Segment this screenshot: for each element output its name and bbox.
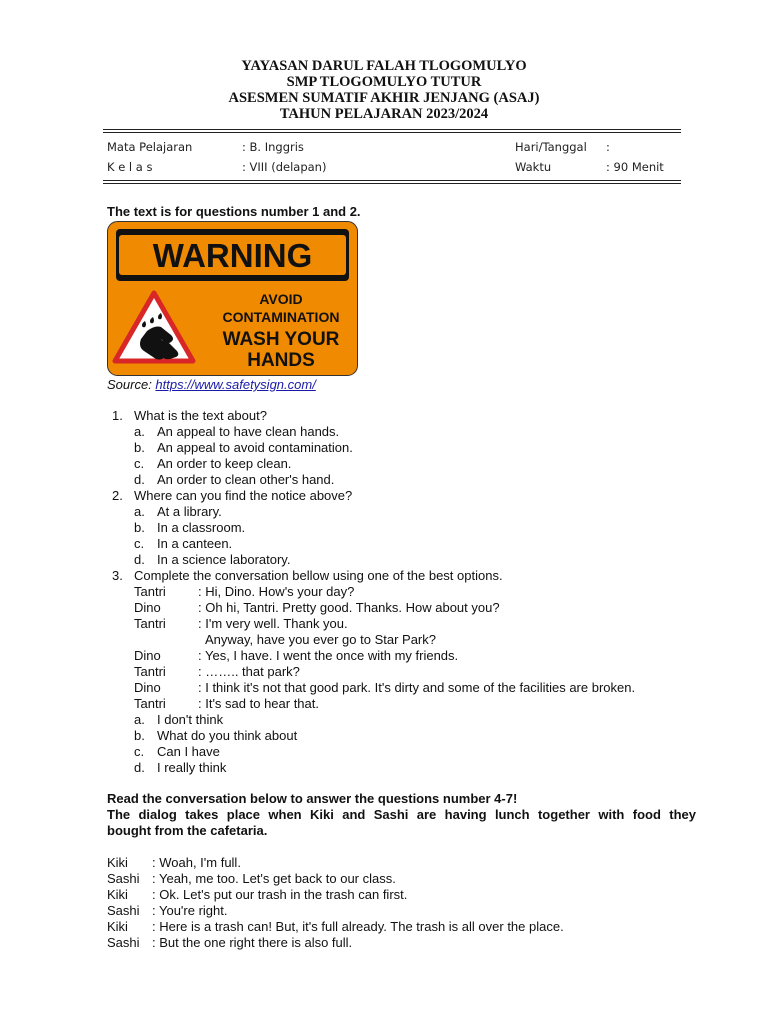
time-value: : 90 Menit [606, 160, 664, 174]
divider-top-2 [103, 132, 681, 133]
q2-text: Where can you find the notice above? [134, 488, 353, 503]
q3-option-letter: a. [134, 712, 145, 727]
q3-dialog-speaker: Dino [134, 600, 161, 615]
q3-text: Complete the conversation bellow using one of the best options. [134, 568, 503, 583]
source-label: Source: [107, 377, 156, 392]
section2-desc-line1: The dialog takes place when Kiki and Sashi are having lunch together with food they [107, 807, 696, 822]
class-label: K e l a s [107, 160, 153, 174]
q1-text: What is the text about? [134, 408, 267, 423]
header-foundation: YAYASAN DARUL FALAH TLOGOMULYO [241, 58, 527, 74]
header-school: SMP TLOGOMULYO TUTUR [286, 74, 482, 90]
q2-option-d: In a science laboratory. [157, 552, 291, 567]
q1-option-d: An order to clean other's hand. [157, 472, 335, 487]
dialog2-line: : Here is a trash can! But, it's full already. The trash is all over the place. [152, 919, 564, 934]
source-link[interactable]: https://www.safetysign.com/ [155, 377, 316, 392]
dialog2-line: : Ok. Let's put our trash in the trash can first. [152, 887, 408, 902]
q3-option-letter: b. [134, 728, 145, 743]
warning-sign [107, 221, 358, 376]
q1-option-letter: d. [134, 472, 145, 487]
q2-option-c: In a canteen. [157, 536, 233, 551]
q3-dialog-line: : Oh hi, Tantri. Pretty good. Thanks. How about you? [198, 600, 500, 615]
sign-title: WARNING [152, 237, 313, 274]
sign-line-hands: HANDS [247, 350, 315, 371]
dialog2-speaker: Kiki [107, 855, 128, 870]
q1-option-letter: b. [134, 440, 145, 455]
dialog2-line: : You're right. [152, 903, 228, 918]
q3-dialog-speaker: Dino [134, 680, 161, 695]
dialog2-line: : Yeah, me too. Let's get back to our class. [152, 871, 396, 886]
header-year: TAHUN PELAJARAN 2023/2024 [279, 106, 489, 122]
class-value: : VIII (delapan) [242, 160, 327, 174]
q1-option-a: An appeal to have clean hands. [157, 424, 340, 439]
sign-line-contamination: CONTAMINATION [222, 309, 340, 325]
sign-line-wash: WASH YOUR [222, 329, 340, 350]
q3-dialog-line: : Hi, Dino. How's your day? [198, 584, 355, 599]
q1-option-c: An order to keep clean. [157, 456, 292, 471]
dialog2-speaker: Sashi [107, 903, 140, 918]
section2-title: Read the conversation below to answer the questions number 4-7! [107, 791, 518, 806]
dialog2-speaker: Kiki [107, 887, 128, 902]
q3-dialog-line: : Yes, I have. I went the once with my friends. [198, 648, 459, 663]
q3-number: 3. [112, 568, 123, 583]
intro-text: The text is for questions number 1 and 2. [107, 204, 361, 219]
source-line [107, 377, 316, 392]
q2-option-b: In a classroom. [157, 520, 246, 535]
q3-option-d: I really think [157, 760, 227, 775]
q3-dialog-line: : It's sad to hear that. [198, 696, 319, 711]
day-value: : [606, 140, 610, 154]
dialog2-speaker: Sashi [107, 871, 140, 886]
q1-option-letter: a. [134, 424, 145, 439]
q3-dialog-speaker: Tantri [134, 664, 166, 679]
q3-dialog-speaker: Dino [134, 648, 161, 663]
q3-dialog-line: : …….. that park? [198, 664, 300, 679]
q3-option-b: What do you think about [157, 728, 298, 743]
q3-dialog-line: Anyway, have you ever go to Star Park? [205, 632, 436, 647]
school-header [0, 58, 768, 122]
q3-option-a: I don't think [157, 712, 224, 727]
q3-option-letter: c. [134, 744, 145, 759]
q2-option-a: At a library. [157, 504, 222, 519]
q3-dialog-speaker: Tantri [134, 616, 166, 631]
subject-label: Mata Pelajaran [107, 140, 193, 154]
q1-option-letter: c. [134, 456, 145, 471]
dialog2-speaker: Sashi [107, 935, 140, 950]
q3-dialog-line: : I'm very well. Thank you. [198, 616, 348, 631]
q1-option-b: An appeal to avoid contamination. [157, 440, 353, 455]
q3-dialog-speaker: Tantri [134, 584, 166, 599]
dialog2-speaker: Kiki [107, 919, 128, 934]
divider-bottom-1 [103, 180, 681, 181]
q2-number: 2. [112, 488, 123, 503]
q1-number: 1. [112, 408, 123, 423]
time-label: Waktu [515, 160, 552, 174]
q3-dialog-line: : I think it's not that good park. It's dirty and some of the facilities are broken. [198, 680, 636, 695]
q2-option-letter: a. [134, 504, 145, 519]
day-label: Hari/Tanggal [515, 140, 587, 154]
q2-option-letter: d. [134, 552, 145, 567]
header-exam: ASESMEN SUMATIF AKHIR JENJANG (ASAJ) [228, 90, 540, 106]
sign-line-avoid: AVOID [259, 291, 303, 307]
divider-bottom-2 [103, 183, 681, 184]
q3-dialog-speaker: Tantri [134, 696, 166, 711]
q2-option-letter: b. [134, 520, 145, 535]
dialog2-line: : Woah, I'm full. [152, 855, 241, 870]
dialog2-line: : But the one right there is also full. [152, 935, 353, 950]
q3-option-letter: d. [134, 760, 145, 775]
q3-option-c: Can I have [157, 744, 220, 759]
section2-desc-line2: bought from the cafetaria. [107, 823, 268, 838]
q2-option-letter: c. [134, 536, 145, 551]
subject-value: : B. Inggris [242, 140, 304, 154]
divider-top-1 [103, 129, 681, 130]
